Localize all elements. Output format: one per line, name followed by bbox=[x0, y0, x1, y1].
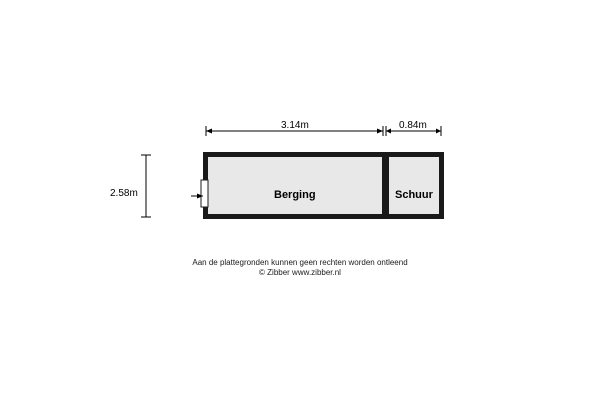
copyright-text: © Zibber www.zibber.nl bbox=[259, 268, 341, 277]
door-berging-left bbox=[201, 180, 208, 207]
disclaimer-text: Aan de plattegronden kunnen geen rechten worden ontleend bbox=[192, 258, 408, 267]
room-label-schuur: Schuur bbox=[395, 189, 433, 201]
dimension-label-width-main: 3.14m bbox=[281, 120, 309, 131]
dimension-label-height: 2.58m bbox=[110, 188, 138, 199]
room-berging-floor bbox=[208, 157, 382, 214]
room-label-berging: Berging bbox=[274, 189, 316, 201]
dimension-line-left bbox=[141, 155, 151, 217]
room-schuur-floor bbox=[389, 157, 439, 214]
dimension-label-width-side: 0.84m bbox=[399, 120, 427, 131]
